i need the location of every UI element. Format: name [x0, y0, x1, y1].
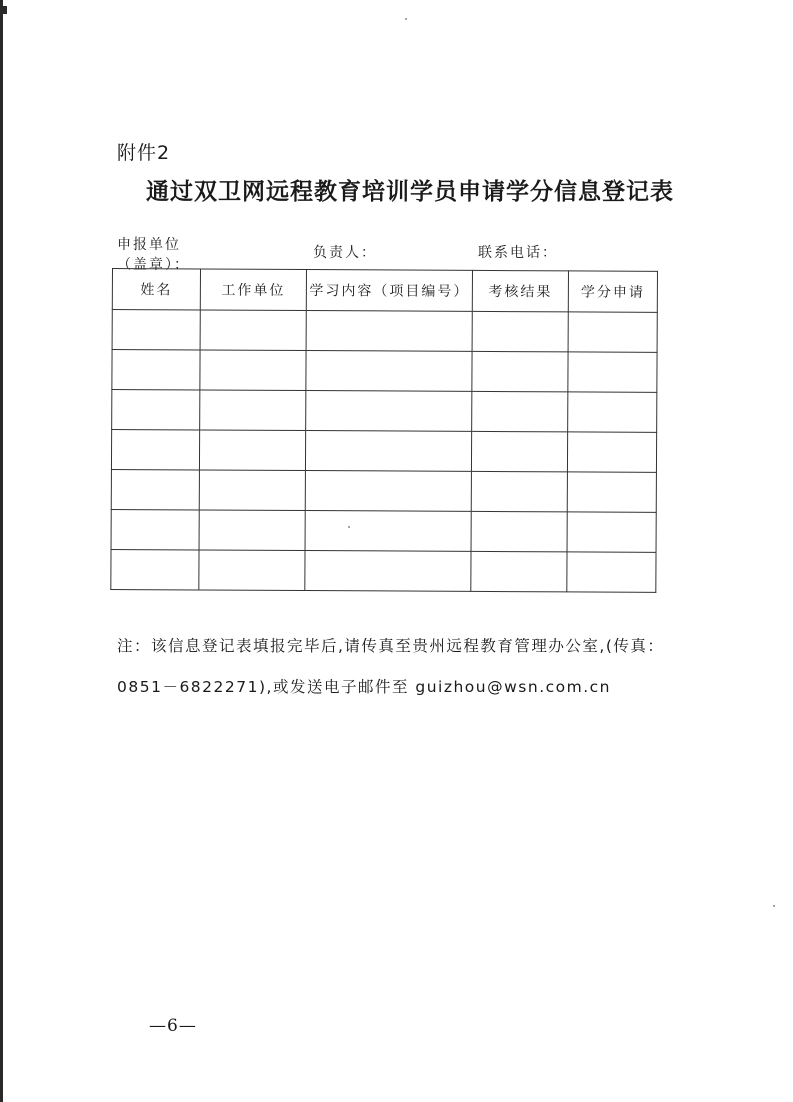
- table-cell[interactable]: [112, 390, 200, 430]
- contact-phone-label: 联系电话：: [478, 245, 558, 261]
- table-cell[interactable]: [568, 312, 657, 352]
- table-cell[interactable]: [471, 511, 567, 552]
- unit-stamp-label: （盖章）：: [117, 257, 190, 273]
- table-cell[interactable]: [471, 471, 567, 512]
- table-cell[interactable]: [111, 509, 199, 549]
- table-cell[interactable]: [305, 511, 471, 552]
- table-cell[interactable]: [112, 310, 200, 350]
- table-row: [112, 310, 657, 353]
- table-row: [112, 350, 657, 393]
- table-cell[interactable]: [567, 432, 656, 472]
- table-cell[interactable]: [567, 552, 656, 592]
- column-header-name: 姓名: [112, 269, 200, 310]
- table-row: [111, 509, 656, 552]
- table-cell[interactable]: [199, 510, 305, 551]
- table-row: [112, 390, 657, 433]
- table-cell[interactable]: [306, 311, 472, 352]
- registration-table: [110, 268, 658, 593]
- table-row: [111, 469, 656, 512]
- table-cell[interactable]: [199, 430, 305, 471]
- table-cell[interactable]: [567, 512, 656, 552]
- table-cell[interactable]: [199, 470, 305, 511]
- column-header-work-unit: 工作单位: [200, 269, 306, 311]
- table-cell[interactable]: [111, 469, 199, 509]
- table-cell[interactable]: [111, 430, 199, 470]
- table-cell[interactable]: [472, 311, 568, 352]
- document-title: 通过双卫网远程教育培训学员申请学分信息登记表: [146, 178, 674, 205]
- note-line-2: 0851－6822271),或发送电子邮件至 guizhou@wsn.com.cn: [117, 678, 611, 696]
- table-cell[interactable]: [472, 391, 568, 432]
- column-header-assessment-result: 考核结果: [472, 270, 568, 312]
- page-number: —6—: [149, 1016, 197, 1036]
- table-cell[interactable]: [471, 551, 567, 592]
- table-cell[interactable]: [112, 350, 200, 390]
- responsible-person-label: 负责人：: [313, 245, 377, 261]
- table-cell[interactable]: [200, 350, 306, 391]
- table-cell[interactable]: [305, 431, 471, 472]
- table-cell[interactable]: [306, 391, 472, 432]
- table-cell[interactable]: [568, 392, 657, 432]
- table-cell[interactable]: [472, 351, 568, 392]
- table-cell[interactable]: [567, 472, 656, 512]
- table-cell[interactable]: [200, 310, 306, 351]
- column-header-credit-application: 学分申请: [568, 271, 657, 312]
- table-cell[interactable]: [471, 431, 567, 472]
- table-header-row: [112, 269, 657, 313]
- column-header-study-content: 学习内容（项目编号）: [306, 270, 472, 312]
- table-cell[interactable]: [305, 471, 471, 512]
- scan-page-edge: [0, 0, 3, 1102]
- scan-speck: [773, 905, 775, 907]
- table-cell[interactable]: [306, 351, 472, 392]
- table-cell[interactable]: [111, 549, 199, 589]
- note-line-1: 注：该信息登记表填报完毕后,请传真至贵州远程教育管理办公室,(传真：: [117, 637, 665, 655]
- table-cell[interactable]: [305, 551, 471, 592]
- scan-speck: [405, 18, 407, 20]
- table-cell[interactable]: [200, 390, 306, 431]
- table-row: [111, 549, 656, 592]
- table-row: [111, 430, 656, 473]
- unit-label: 申报单位: [117, 237, 181, 253]
- table-cell[interactable]: [568, 352, 657, 392]
- scan-edge-mark: [3, 6, 7, 14]
- table-cell[interactable]: [199, 550, 305, 591]
- attachment-label: 附件2: [117, 142, 171, 164]
